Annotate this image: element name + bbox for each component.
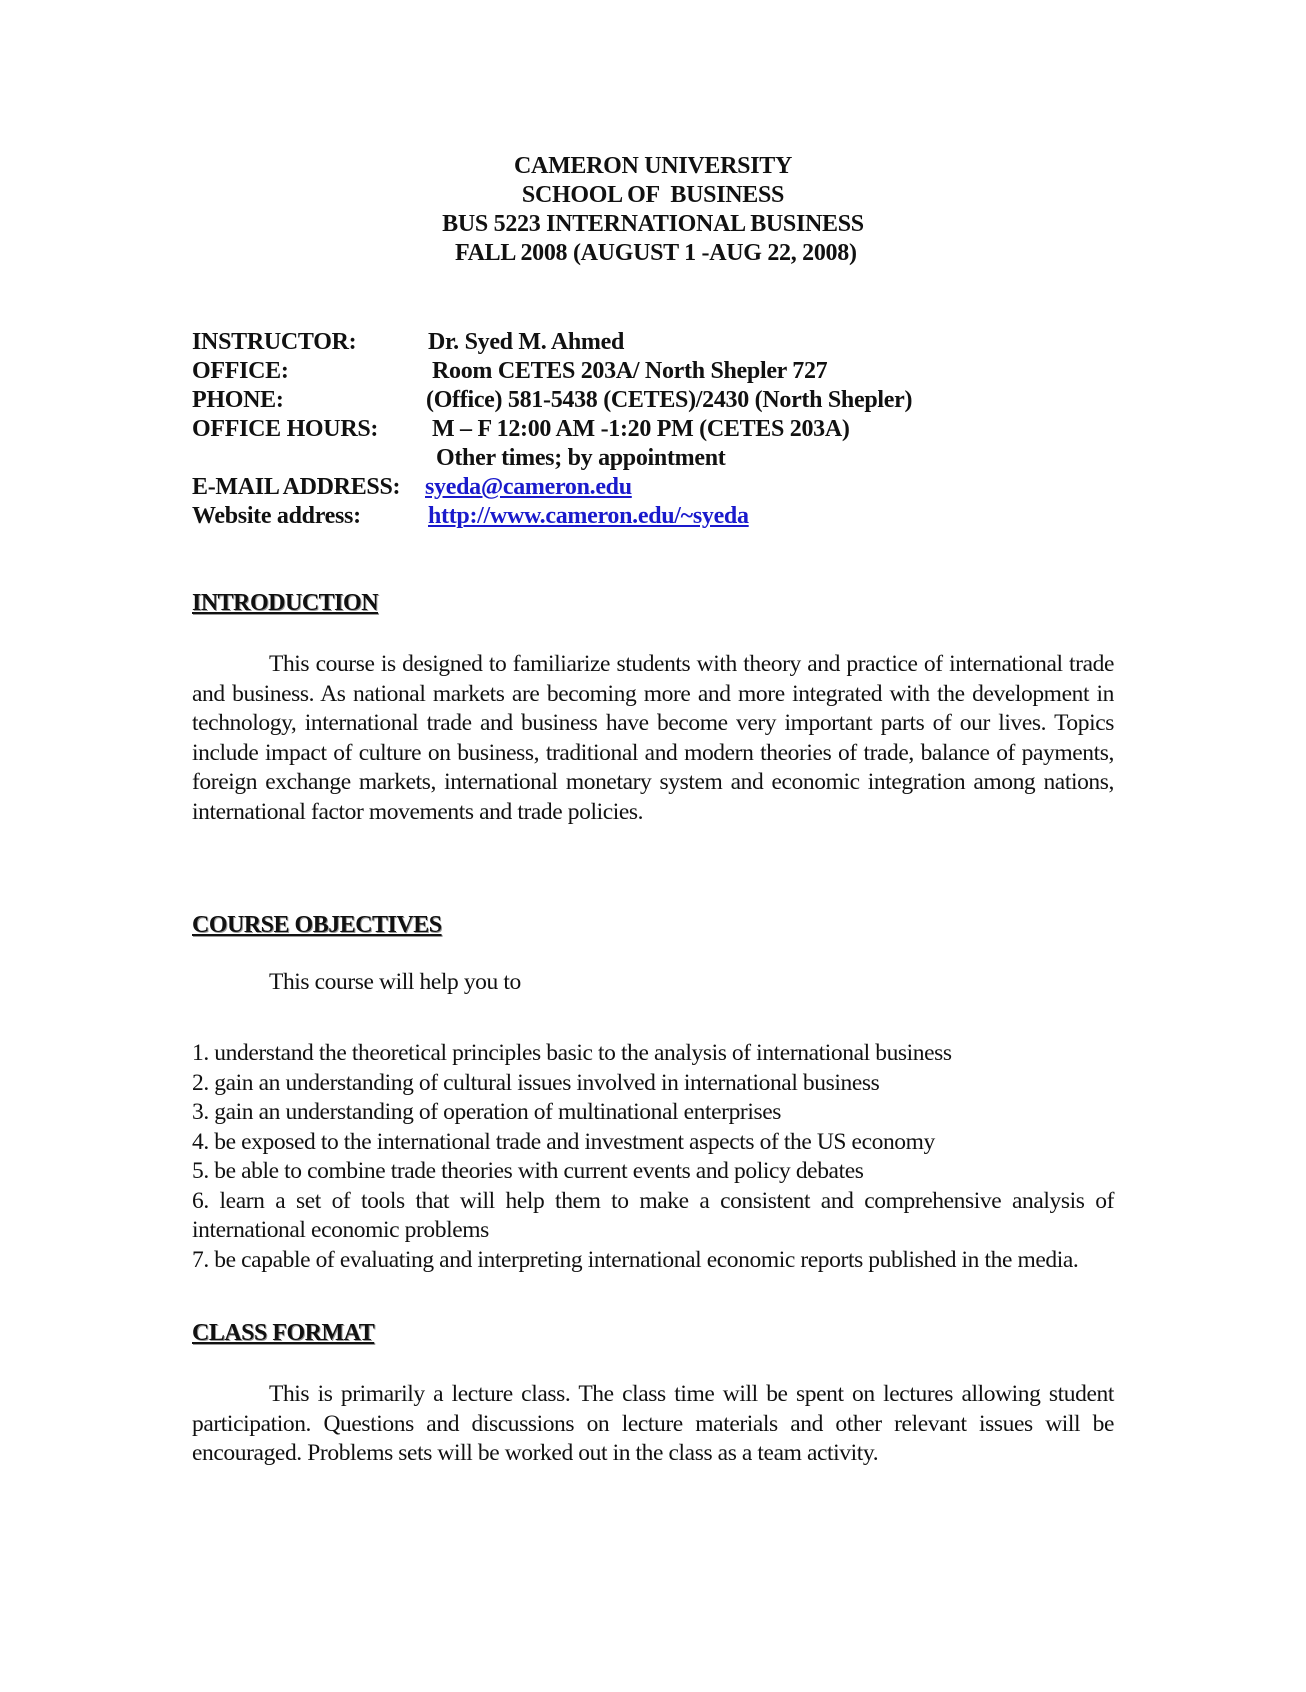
instructor-label: INSTRUCTOR: <box>192 329 357 355</box>
introduction-text: This course is designed to familiarize students with theory and practice of international trade and business. As national markets are becoming more and more integrated with the development in technology, international trade and business have become very important parts of our lives. Topics include impact of culture on business, traditional and modern theories of trade, balance of payments, foreign exchange markets, international monetary system and economic integration among nations, international factor movements and trade policies. <box>192 651 1114 825</box>
email-link[interactable]: syeda@cameron.edu <box>425 474 632 500</box>
office-value: Room CETES 203A/ North Shepler 727 <box>432 358 828 384</box>
objectives-intro: This course will help you to <box>269 969 521 995</box>
instructor-value: Dr. Syed M. Ahmed <box>428 329 625 355</box>
phone-value: (Office) 581-5438 (CETES)/2430 (North Shepler) <box>426 387 913 413</box>
office-hours-extra: Other times; by appointment <box>436 445 726 471</box>
objective-item: 4. be exposed to the international trade and investment aspects of the US economy <box>192 1128 935 1155</box>
phone-label: PHONE: <box>192 387 284 413</box>
objective-item: 7. be capable of evaluating and interpreting international economic reports published in the media. <box>192 1246 1079 1273</box>
class-format-text: This is primarily a lecture class. The class time will be spent on lectures allowing student participation. Questions and discussions on lecture materials and other relevant issues will be encouraged. Problems sets will be worked out in the class as a team activity. <box>192 1381 1114 1466</box>
course-objectives-heading: COURSE OBJECTIVES <box>192 912 442 938</box>
objectives-list <box>192 1039 1114 1275</box>
university-name: CAMERON UNIVERSITY <box>514 153 792 179</box>
objective-item: 5. be able to combine trade theories with current events and policy debates <box>192 1158 864 1184</box>
objective-item: 1. understand the theoretical principles basic to the analysis of international business <box>192 1040 952 1066</box>
office-hours-value: M – F 12:00 AM -1:20 PM (CETES 203A) <box>432 416 850 442</box>
office-label: OFFICE: <box>192 358 289 384</box>
office-hours-label: OFFICE HOURS: <box>192 416 379 442</box>
objective-item: 6. learn a set of tools that will help them to make a consistent and comprehensive analysis of international economic problems <box>192 1187 1114 1243</box>
website-label: Website address: <box>192 503 361 529</box>
course-title: BUS 5223 INTERNATIONAL BUSINESS <box>442 211 864 237</box>
class-format-heading: CLASS FORMAT <box>192 1320 375 1346</box>
term-dates: FALL 2008 (AUGUST 1 -AUG 22, 2008) <box>449 240 857 266</box>
website-link[interactable]: http://www.cameron.edu/~syeda <box>428 503 749 529</box>
objective-item: 3. gain an understanding of operation of multinational enterprises <box>192 1099 782 1125</box>
introduction-heading: INTRODUCTION <box>192 590 379 616</box>
objective-item: 2. gain an understanding of cultural issues involved in international business <box>192 1069 880 1096</box>
document-header <box>0 152 1306 268</box>
school-name: SCHOOL OF BUSINESS <box>521 182 785 208</box>
email-label: E-MAIL ADDRESS: <box>192 474 401 500</box>
